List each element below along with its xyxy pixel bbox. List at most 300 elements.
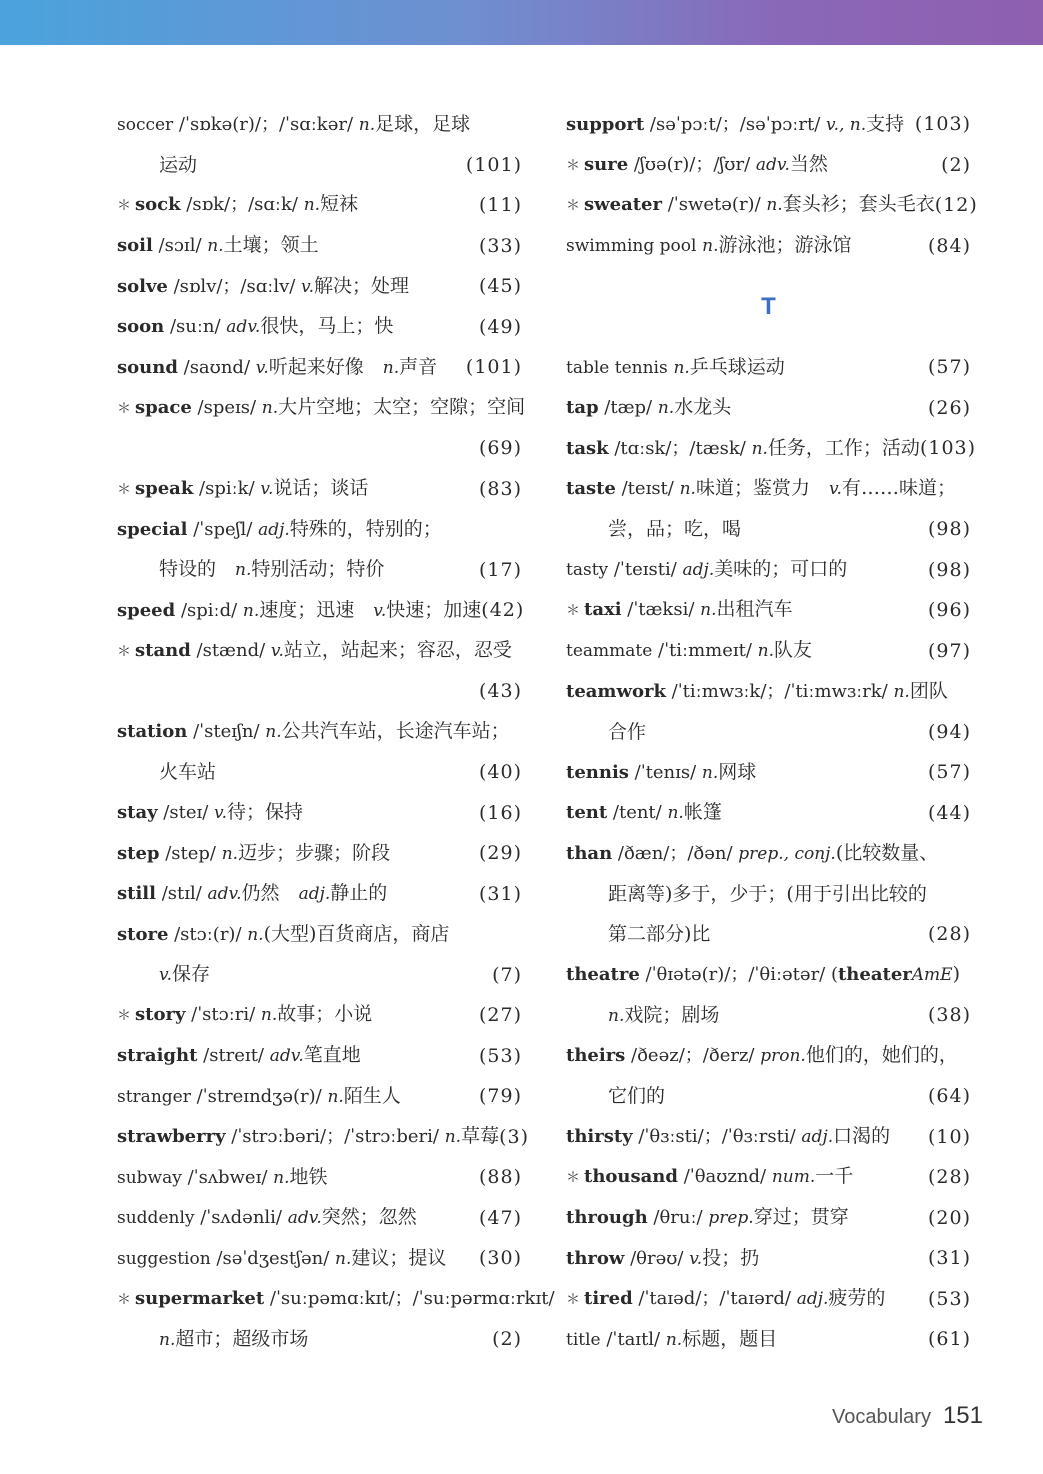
part-of-speech: n.	[673, 357, 690, 378]
headword: straight	[117, 1045, 198, 1066]
page-reference: (40)	[478, 761, 522, 783]
entry-text	[117, 1278, 555, 1321]
definition: 特殊的，特别的；	[289, 517, 442, 540]
page-reference: (101)	[465, 356, 522, 378]
phonetic: /stɪl/	[155, 883, 208, 904]
entry-text	[566, 387, 928, 429]
part-of-speech: n.	[273, 1167, 290, 1188]
page-reference: (7)	[492, 963, 522, 986]
definition: 短袜	[320, 193, 359, 215]
definition: 足球，足球	[375, 112, 471, 135]
vocab-entry	[117, 469, 522, 510]
headword: soon	[117, 316, 165, 337]
phonetic: /ˈtiːmwɜːk/；/ˈtiːmwɜːrk/	[665, 680, 894, 702]
entry-text	[566, 1278, 928, 1321]
definition: )	[952, 963, 960, 985]
page-reference: (20)	[927, 1206, 971, 1229]
definition: 游泳池；游泳馆	[718, 234, 852, 256]
definition: 帐篷	[683, 801, 722, 823]
definition: 一千	[815, 1165, 854, 1187]
entry-text	[117, 104, 522, 146]
continuation-text: 合作	[608, 720, 647, 743]
entry-text	[117, 994, 479, 1037]
definition: 支持	[866, 112, 905, 135]
phonetic: /sɒlv/；/sɑːlv/	[167, 275, 302, 297]
page-reference: (12)	[934, 194, 978, 216]
vocab-entry	[117, 631, 522, 672]
entry-text	[117, 590, 481, 632]
entry-text	[566, 671, 971, 713]
part-of-speech: n.	[335, 1248, 352, 1269]
entry-continuation-line	[117, 955, 522, 996]
definition: 公共汽车站，长途汽车站；	[281, 720, 510, 742]
key-word-star-marker: ＊	[117, 1008, 131, 1024]
entry-text	[608, 995, 928, 1037]
phonetic: /ˈθaʊznd/	[677, 1166, 772, 1187]
page-reference: (16)	[478, 801, 522, 824]
entry-continuation-line	[566, 914, 971, 955]
definition: 美味的；可口的	[714, 558, 848, 580]
page-reference: (103)	[914, 113, 971, 135]
part-of-speech: n.	[327, 1086, 344, 1107]
definition: 速度；迅速	[259, 598, 374, 621]
definition: 突然；忽然	[321, 1206, 417, 1228]
vocab-entry	[566, 631, 971, 672]
part-of-speech: num.	[771, 1167, 816, 1187]
entry-text	[608, 874, 971, 915]
page-reference: (28)	[927, 1166, 971, 1188]
part-of-speech: prep., conj.	[738, 843, 836, 864]
definition: 土壤；领土	[223, 234, 319, 256]
phonetic: /spiːd/	[175, 599, 243, 621]
phonetic: /ʃʊə(r)/；/ʃʊr/	[628, 153, 756, 175]
key-word-star-marker: ＊	[117, 198, 131, 214]
variant-headword: theater	[837, 964, 912, 985]
definition: 团队	[909, 679, 948, 702]
headword: speak	[135, 477, 194, 499]
entry-continuation-line	[566, 509, 971, 550]
entry-text	[566, 468, 971, 510]
part-of-speech: n.	[159, 1329, 176, 1350]
entry-text	[608, 712, 928, 753]
footer-label: Vocabulary	[831, 1406, 931, 1428]
page-reference: (2)	[941, 153, 971, 176]
entry-text	[117, 1076, 479, 1118]
part-of-speech: n.	[766, 195, 783, 215]
entry-continuation-line	[117, 671, 522, 712]
continuation-text: 第二部分)比	[608, 923, 711, 945]
vocab-entry	[566, 185, 978, 226]
entry-text	[566, 428, 920, 470]
definition: 站立，站起来；容忍，忍受	[283, 638, 512, 661]
definition: (比较数量、	[835, 841, 939, 864]
part-of-speech: n.	[242, 600, 260, 621]
part-of-speech: n.	[700, 600, 717, 620]
part-of-speech: adj.	[796, 1288, 829, 1309]
vocab-entry	[566, 469, 971, 510]
page-reference: (47)	[478, 1206, 522, 1229]
page-reference: (28)	[927, 923, 971, 945]
entry-text	[117, 792, 479, 834]
headword: theatre	[566, 964, 640, 985]
phonetic: /θruː/	[647, 1207, 709, 1228]
definition: 网球	[718, 760, 757, 783]
phonetic: /ˈθɜːsti/；/ˈθɜːrsti/	[632, 1126, 802, 1147]
phonetic: /tæp/	[598, 397, 658, 418]
entry-text	[117, 266, 479, 308]
entry-continuation-line	[117, 752, 522, 793]
entry-text	[117, 914, 522, 956]
vocab-entry	[566, 1319, 971, 1360]
definition: 笔直地	[303, 1044, 361, 1066]
part-of-speech: n.	[701, 762, 719, 783]
part-of-speech: pron.	[760, 1046, 806, 1066]
headword: tent	[566, 802, 608, 823]
phonetic: /ˈsʌdənli/	[194, 1207, 288, 1228]
definition: 乒乓球运动	[689, 355, 785, 378]
page-number: 151	[942, 1402, 983, 1429]
headword: story	[135, 1004, 186, 1025]
section-letter-heading: T	[761, 293, 776, 320]
definition: 他们的，她们的，	[805, 1044, 958, 1066]
entry-continuation-line	[566, 1076, 971, 1117]
page-reference: (96)	[927, 599, 971, 621]
part-of-speech: adv.	[269, 1046, 304, 1066]
definition: 有……味道；	[841, 477, 956, 499]
headword: taxi	[584, 599, 622, 620]
phonetic: /ˈtiːmmeɪt/	[652, 640, 758, 661]
entry-continuation-line	[566, 995, 971, 1036]
key-word-star-marker: ＊	[117, 481, 131, 498]
entry-text	[566, 1035, 971, 1077]
entry-text	[117, 468, 479, 511]
headword: through	[566, 1207, 648, 1228]
definition: 故事；小说	[277, 1003, 373, 1025]
definition: 迈步；步骤；阶段	[238, 841, 391, 864]
page-reference: (26)	[927, 396, 971, 419]
entry-text	[117, 1157, 479, 1199]
right-column-s-entries	[566, 104, 978, 266]
phonetic: /ˈθɪətə(r)/；/ˈθiːətər/ (	[639, 964, 838, 985]
page-reference: (29)	[478, 842, 522, 864]
part-of-speech: adj.	[801, 1127, 834, 1147]
entry-text	[159, 1319, 492, 1361]
headword: space	[135, 396, 192, 418]
headword: title	[566, 1329, 601, 1350]
part-of-speech: n.	[382, 357, 400, 378]
entry-text	[566, 1319, 928, 1361]
page-reference: (57)	[927, 356, 971, 378]
headword: throw	[566, 1247, 625, 1269]
key-word-star-marker: ＊	[117, 400, 131, 417]
vocab-entry	[117, 874, 522, 915]
definition: 特别活动；特价	[251, 558, 385, 580]
key-word-star-marker: ＊	[566, 1170, 580, 1186]
entry-continuation-line	[117, 1319, 522, 1360]
vocab-entry	[117, 1157, 522, 1198]
left-column	[117, 104, 555, 1360]
entry-text	[566, 833, 971, 875]
part-of-speech: v.	[260, 478, 274, 499]
part-of-speech: n.	[893, 681, 910, 702]
headword: support	[566, 113, 645, 135]
entry-text	[117, 833, 479, 875]
entry-text	[566, 347, 928, 389]
page-reference: (84)	[927, 234, 971, 257]
part-of-speech: n.	[657, 398, 675, 418]
part-of-speech: v.	[689, 1248, 703, 1269]
entry-text	[117, 1116, 499, 1158]
phonetic: /suːn/	[164, 316, 227, 337]
page-reference: (103)	[919, 437, 977, 459]
vocab-entry	[117, 1036, 522, 1077]
definition: 口渴的	[833, 1125, 891, 1147]
entry-text	[566, 1156, 928, 1199]
headword: sock	[135, 194, 181, 215]
headword: teammate	[566, 641, 653, 661]
vocab-entry	[566, 1036, 971, 1077]
page-reference: (49)	[478, 315, 522, 338]
part-of-speech: n.	[207, 236, 224, 256]
phonetic: /ðeəz/；/ðerz/	[625, 1045, 761, 1066]
page-reference: (31)	[927, 1247, 971, 1269]
phonetic: /ˈteɪsti/	[608, 559, 683, 580]
page-reference: (3)	[499, 1125, 529, 1148]
headword: teamwork	[566, 680, 666, 702]
vocab-entry	[566, 145, 971, 186]
part-of-speech: adv.	[226, 317, 261, 337]
definition: 疲劳的	[828, 1286, 886, 1309]
key-word-star-marker: ＊	[117, 1291, 131, 1308]
part-of-speech: n.	[665, 1329, 683, 1350]
page-reference: (33)	[478, 234, 522, 257]
part-of-speech: n.	[221, 843, 239, 864]
phonetic: /stænd/	[190, 639, 271, 661]
vocab-entry	[117, 307, 522, 348]
entry-continuation-line	[117, 145, 522, 186]
vocab-entry	[566, 1157, 971, 1198]
definition: (大型)百货商店，商店	[263, 922, 450, 945]
part-of-speech: adj.	[682, 560, 715, 580]
entry-text	[117, 225, 479, 267]
phonetic: /səˈdʒestʃən/	[210, 1247, 336, 1269]
headword: special	[117, 518, 188, 540]
definition: 解决；处理	[314, 274, 410, 297]
page-reference: (83)	[478, 477, 522, 500]
headword: strawberry	[117, 1126, 226, 1147]
headword: sure	[584, 153, 629, 175]
definition: 出租汽车	[716, 598, 793, 620]
headword: soccer	[117, 114, 174, 135]
entry-text	[608, 1076, 928, 1117]
definition: 听起来好像	[268, 355, 383, 378]
phonetic: /sɔɪl/	[152, 235, 208, 256]
part-of-speech: n.	[757, 641, 775, 661]
part-of-speech: adj.	[298, 884, 331, 904]
phonetic: /sɒk/；/sɑːk/	[180, 194, 304, 215]
definition: 很快，马上；快	[260, 315, 394, 337]
entry-text	[608, 509, 928, 550]
page-reference: (45)	[478, 275, 522, 297]
page-reference: (97)	[927, 639, 971, 662]
phonetic: /ˈtaɪəd/；/ˈtaɪərd/	[632, 1287, 797, 1309]
headword: store	[117, 923, 169, 945]
page-reference: (11)	[478, 194, 522, 216]
entry-text	[159, 954, 492, 996]
headword: task	[566, 437, 609, 459]
headword: suggestion	[117, 1248, 211, 1269]
phonetic: /stɔː(r)/	[168, 923, 248, 945]
part-of-speech: adv.	[287, 1208, 322, 1228]
page-reference: (98)	[927, 558, 971, 581]
entry-text	[566, 1238, 928, 1280]
entry-text	[566, 184, 935, 227]
part-of-speech: n.	[702, 236, 719, 256]
entry-text	[566, 589, 928, 632]
continuation-text: 运动	[159, 153, 198, 176]
headword: speed	[117, 599, 176, 621]
vocab-entry	[117, 266, 522, 307]
definition: 穿过；贯穿	[753, 1206, 849, 1228]
vocab-entry	[117, 793, 522, 834]
vocab-entry	[117, 1076, 522, 1117]
headword: still	[117, 883, 156, 904]
page-reference: (53)	[478, 1044, 522, 1067]
entry-text	[159, 752, 479, 793]
vocab-entry	[566, 1198, 971, 1239]
continuation-text: 火车站	[159, 761, 217, 783]
headword: stand	[135, 639, 191, 661]
part-of-speech: v.	[159, 965, 172, 985]
definition: 地铁	[289, 1165, 328, 1188]
definition: 队友	[774, 639, 813, 661]
entry-text	[566, 1197, 928, 1239]
page-reference: (57)	[927, 761, 971, 783]
vocab-entry	[566, 671, 971, 712]
page-reference: (38)	[927, 1004, 971, 1026]
headword: subway	[117, 1167, 182, 1188]
part-of-speech: v.	[270, 640, 284, 661]
part-of-speech: n.	[679, 479, 696, 499]
phonetic: /tent/	[607, 802, 668, 823]
headword: table tennis	[566, 357, 668, 378]
part-of-speech: v.	[301, 276, 315, 297]
vocab-entry	[566, 590, 971, 631]
phonetic: /ˈspeʃl/	[187, 518, 259, 540]
entry-text	[117, 873, 479, 915]
headword: swimming pool	[566, 236, 697, 256]
page-reference: (2)	[492, 1328, 522, 1350]
phonetic: /step/	[159, 842, 222, 864]
entry-text	[566, 954, 971, 996]
right-column-t-entries	[566, 347, 977, 1360]
part-of-speech: v., n.	[826, 114, 867, 135]
page-reference: (31)	[478, 882, 522, 905]
definition: 标题，题目	[682, 1327, 778, 1350]
entry-text	[566, 792, 928, 834]
phonetic: /ˈtaɪtl/	[600, 1328, 666, 1350]
definition: 静止的	[330, 882, 388, 904]
definition: 保存	[172, 963, 211, 985]
vocab-entry	[117, 388, 526, 429]
vocab-entry	[117, 712, 522, 753]
definition: 超市；超级市场	[175, 1327, 309, 1350]
entry-text	[566, 104, 915, 146]
page-reference: (101)	[465, 153, 522, 176]
definition: 投；扔	[702, 1246, 760, 1269]
continuation-text: 距离等)多于，少于；(用于引出比较的	[608, 882, 927, 905]
key-word-star-marker: ＊	[566, 1291, 580, 1308]
vocab-entry	[566, 550, 971, 591]
part-of-speech: n.	[265, 722, 282, 742]
page-reference: (17)	[478, 558, 522, 581]
part-of-speech: adv.	[207, 884, 242, 904]
headword: soil	[117, 235, 153, 256]
part-of-speech: n.	[667, 803, 684, 823]
part-of-speech: n.	[303, 195, 321, 215]
definition: 戏院；剧场	[624, 1003, 720, 1026]
page-reference: (42)	[481, 599, 525, 621]
entry-text	[566, 225, 928, 267]
right-column	[566, 104, 978, 1360]
phonetic: /tɑːsk/；/tæsk/	[608, 437, 752, 459]
phonetic: /speɪs/	[191, 396, 262, 418]
vocab-entry	[117, 226, 522, 267]
vocab-entry	[566, 347, 971, 388]
page-reference: (79)	[478, 1085, 522, 1107]
page-reference: (88)	[478, 1166, 522, 1188]
headword: stay	[117, 802, 158, 823]
page-reference: (98)	[927, 518, 971, 540]
page-reference: (27)	[478, 1004, 522, 1026]
headword: station	[117, 721, 188, 742]
phonetic: /səˈpɔːt/；/səˈpɔːrt/	[644, 113, 826, 135]
definition: 任务，工作；活动	[767, 436, 920, 459]
vocab-entry	[117, 509, 522, 550]
vocab-entry	[566, 1117, 971, 1158]
page-reference: (64)	[927, 1085, 971, 1107]
definition: 仍然	[241, 882, 299, 904]
entry-text	[117, 1035, 479, 1077]
entry-text	[117, 387, 525, 430]
part-of-speech: n.	[261, 397, 279, 418]
page-reference: (44)	[927, 801, 971, 824]
key-word-star-marker: ＊	[117, 643, 131, 660]
part-of-speech: v.	[828, 479, 842, 499]
vocab-entry	[566, 955, 971, 996]
phonetic: /ˈsuːpəmɑːkɪt/；/ˈsuːpərmɑːrkɪt/	[264, 1287, 555, 1309]
definition: 陌生人	[343, 1084, 401, 1107]
vocab-entry	[117, 590, 525, 631]
headword: theirs	[566, 1045, 626, 1066]
vocab-entry	[117, 1117, 529, 1158]
page-footer	[832, 1402, 983, 1438]
headword: taste	[566, 478, 616, 499]
phonetic: /ˈstrɔːbəri/；/ˈstrɔːberi/	[225, 1126, 445, 1147]
header-gradient-bar	[0, 0, 1043, 45]
entry-text	[566, 752, 928, 794]
vocab-entry	[117, 995, 522, 1036]
entry-text	[117, 1238, 479, 1280]
part-of-speech: v.	[214, 803, 228, 823]
phonetic: /ˈswetə(r)/	[662, 194, 767, 215]
entry-continuation-line	[117, 550, 522, 591]
key-word-star-marker: ＊	[566, 603, 580, 619]
continuation-text: 尝，品；吃，喝	[608, 518, 742, 540]
headword: sound	[117, 356, 178, 378]
headword: sweater	[584, 194, 662, 215]
part-of-speech: n.	[235, 560, 252, 580]
